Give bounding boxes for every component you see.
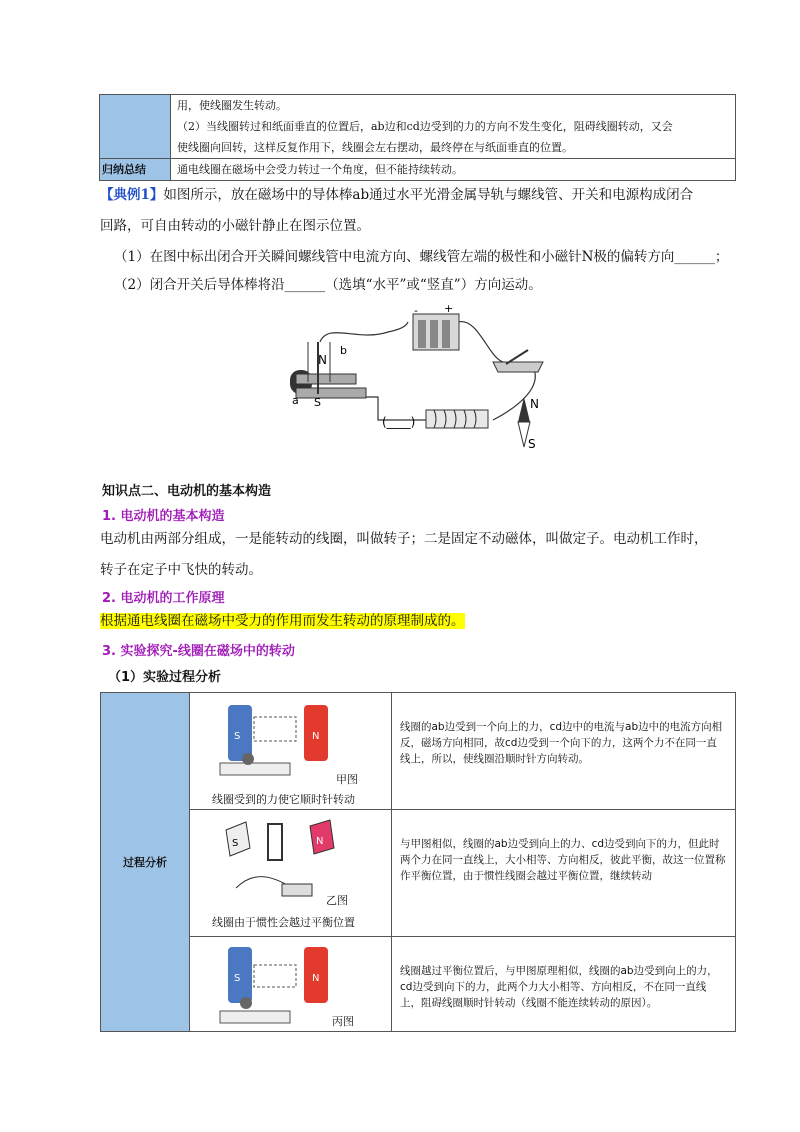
svg-text:N: N: [312, 731, 320, 742]
compass-S-label: S: [528, 437, 536, 451]
para-1-line-1: 电动机由两部分组成，一是能转动的线圈，叫做转子；二是固定不动磁体，叫做定子。电动机工作时，: [100, 531, 708, 547]
summary-table: [99, 94, 736, 181]
figure-bing-tag: 丙图: [332, 1015, 354, 1028]
summary-table-text-cell: [171, 95, 736, 159]
example-line-1-text: 如图所示，放在磁场中的导体棒ab通过水平光滑金属导轨与螺线管、开关和电源构成闭合: [163, 187, 694, 203]
svg-text:N: N: [316, 836, 324, 847]
conclusion-label: 归纳总结: [100, 159, 171, 181]
para-1-line-2: 转子在定子中飞快的转动。: [100, 562, 262, 578]
para-2-highlight: 根据通电线圈在磁场中受力的作用而发生转动的原理制成的。: [100, 613, 465, 629]
summary-line-2: （2）当线圈转过和纸面垂直的位置后，ab边和cd边受到的力的方向不发生变化，阻碍线圈转动，又会: [177, 120, 673, 133]
battery-plus-label: +: [444, 302, 454, 315]
figure-yi-description: 与甲图相似，线圈的ab边受到向上的力、cd边受到向下的力，但此时两个力在同一直线上，大小相等、方向相反，彼此平衡，故这一位置称作平衡位置，由于惯性线圈会越过平衡位置，继续转动: [392, 810, 736, 937]
subheading-2: 2. 电动机的工作原理: [102, 591, 225, 606]
figure-jia-cell: [190, 693, 392, 810]
figure-yi-tag: 乙图: [326, 894, 348, 907]
figure-bing-cell: [190, 937, 392, 1032]
magnet-S-label: S: [314, 396, 321, 409]
svg-text:S: S: [234, 973, 241, 984]
question-1: （1）在图中标出闭合开关瞬间螺线管中电流方向、螺线管左端的极性和小磁针N极的偏转方向______；: [114, 249, 729, 265]
figure-jia-tag: 甲图: [336, 773, 358, 786]
coil-magnet-jia-icon: [214, 699, 334, 777]
section-title: 知识点二、电动机的基本构造: [102, 484, 272, 499]
coil-magnet-bing-icon: [214, 941, 334, 1025]
battery-icon: [413, 314, 459, 350]
example-tag: 【典例1】: [100, 187, 164, 203]
subheading-3: 3. 实验探究-线圈在磁场中的转动: [102, 644, 295, 659]
para-2: [100, 612, 740, 630]
solenoid-pole-blank: (____): [382, 415, 416, 429]
figure-jia-caption: 线圈受到的力使它顺时针转动: [212, 793, 355, 806]
figure-yi-cell: [190, 810, 392, 937]
question-2: （2）闭合开关后导体棒将沿______（选填“水平”或“竖直”）方向运动。: [114, 277, 542, 293]
example-line-1: [100, 186, 740, 204]
example-line-2: 回路，可自由转动的小磁针静止在图示位置。: [100, 218, 370, 234]
summary-line-3: 使线圈向回转，这样反复作用下，线圈会左右摆动，最终停在与纸面垂直的位置。: [177, 141, 573, 154]
magnet-rail-icon: [290, 342, 366, 398]
subheading-3a: （1）实验过程分析: [108, 670, 222, 685]
figure-jia-description: 线圈的ab边受到一个向上的力，cd边中的电流与ab边中的电流方向相反，磁场方向相同，故cd边受到一个向下的力，这两个力不在同一直线上，所以，使线圈沿顺时针方向转动。: [392, 693, 736, 810]
rod-b-label: b: [340, 344, 347, 357]
figure-bing-description: 线圈越过平衡位置后，与甲图原理相似，线圈的ab边受到向上的力，cd边受到向下的力，此两个力大小相等、方向相反，不在同一直线上，阻碍线圈顺时针转动（线圈不能连续转动的原因）。: [392, 937, 736, 1032]
svg-text:N: N: [312, 973, 320, 984]
circuit-figure: [278, 302, 548, 462]
battery-minus-label: -: [414, 304, 418, 317]
rod-a-label: a: [292, 394, 299, 407]
svg-text:S: S: [232, 838, 239, 849]
solenoid-icon: [426, 410, 488, 428]
subheading-1: 1. 电动机的基本构造: [102, 509, 225, 524]
svg-text:S: S: [234, 731, 241, 742]
summary-table-label-cell: [100, 95, 171, 159]
figure-yi-caption: 线圈由于惯性会越过平衡位置: [212, 916, 355, 929]
summary-line-1: 用，使线圈发生转动。: [177, 99, 287, 112]
conclusion-text: 通电线圈在磁场中会受力转过一个角度，但不能持续转动。: [171, 159, 736, 181]
experiment-label: 过程分析: [101, 693, 190, 1032]
magnet-N-label: N: [318, 353, 327, 367]
experiment-table: [100, 692, 736, 1032]
compass-N-label: N: [530, 397, 539, 411]
